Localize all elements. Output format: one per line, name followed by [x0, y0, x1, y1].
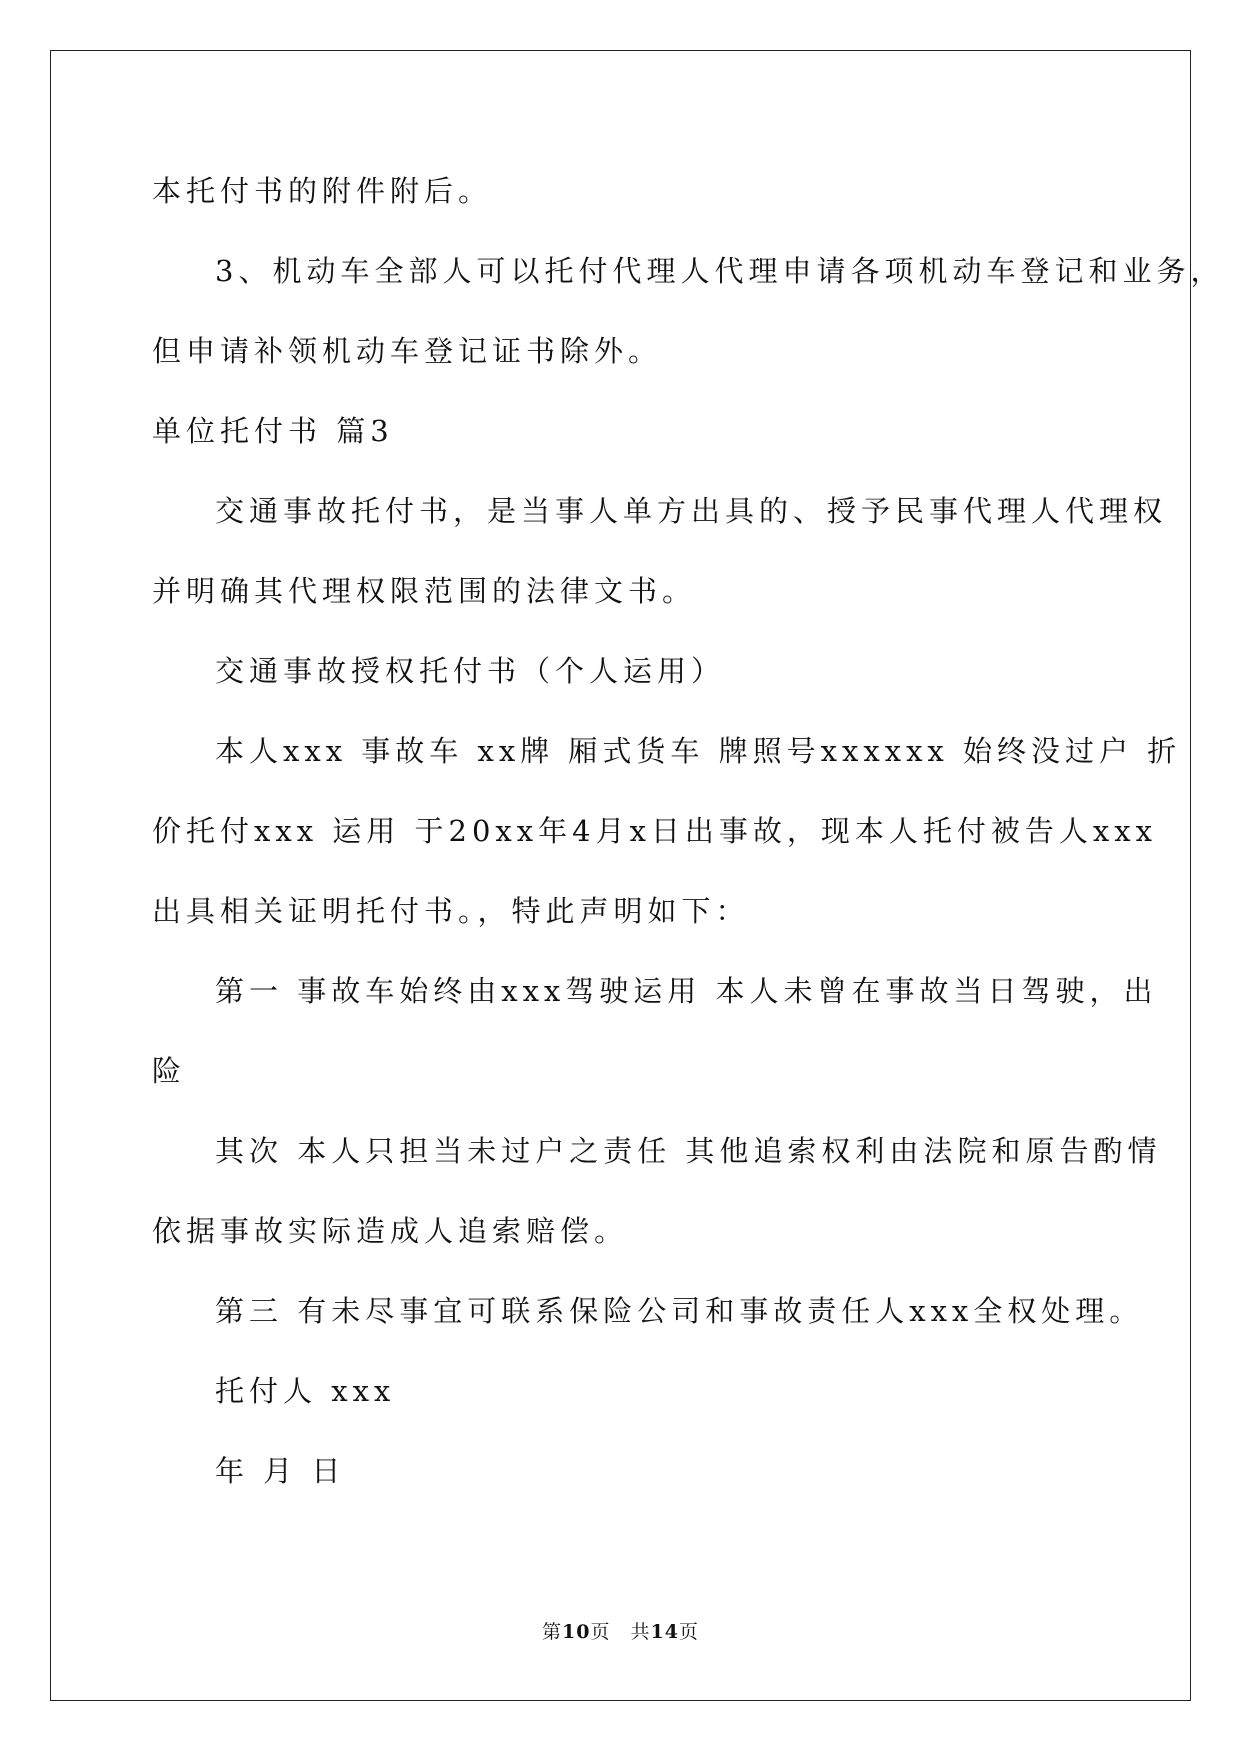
paragraph-line: 其次 本人只担当未过户之责任 其他追索权利由法院和原告酌情: [215, 1134, 1162, 1168]
paragraph-line: 险: [152, 1054, 187, 1088]
paragraph-line: 交通事故托付书，是当事人单方出具的、授予民事代理人代理权: [215, 494, 1168, 528]
footer-total-suffix: 页: [678, 1621, 699, 1643]
paragraph-line: 第三 有未尽事宜可联系保险公司和事故责任人xxx全权处理。: [215, 1294, 1144, 1328]
paragraph-line: 本托付书的附件附后。: [152, 174, 493, 208]
paragraph-line: 但申请补领机动车登记证书除外。: [152, 334, 663, 368]
subtitle-line: 交通事故授权托付书（个人运用）: [215, 654, 726, 688]
paragraph-line: 出具相关证明托付书。，特此声明如下：: [152, 894, 750, 928]
paragraph-line: 第一 事故车始终由xxx驾驶运用 本人未曾在事故当日驾驶，出: [215, 974, 1158, 1008]
paragraph-line: 依据事故实际造成人追索赔偿。: [152, 1214, 629, 1248]
footer-total-pages: 14: [650, 1621, 679, 1643]
footer-page-number: 10: [562, 1621, 591, 1643]
paragraph-line: 3、机动车全部人可以托付代理人代理申请各项机动车登记和业务，: [215, 254, 1225, 288]
footer-prefix: 第: [542, 1621, 563, 1643]
footer-page-suffix: 页: [590, 1621, 611, 1643]
paragraph-line: 并明确其代理权限范围的法律文书。: [152, 574, 697, 608]
signatory-line: 托付人 xxx: [215, 1374, 396, 1408]
section-heading: 单位托付书 篇3: [152, 414, 394, 448]
paragraph-line: 价托付xxx 运用 于20xx年4月x日出事故，现本人托付被告人xxx: [152, 814, 1157, 848]
page-footer: [0, 1620, 1241, 1644]
date-line: 年 月 日: [215, 1454, 346, 1488]
footer-total-prefix: 共: [630, 1621, 651, 1643]
paragraph-line: 本人xxx 事故车 xx牌 厢式货车 牌照号xxxxxx 始终没过户 折: [215, 734, 1182, 768]
